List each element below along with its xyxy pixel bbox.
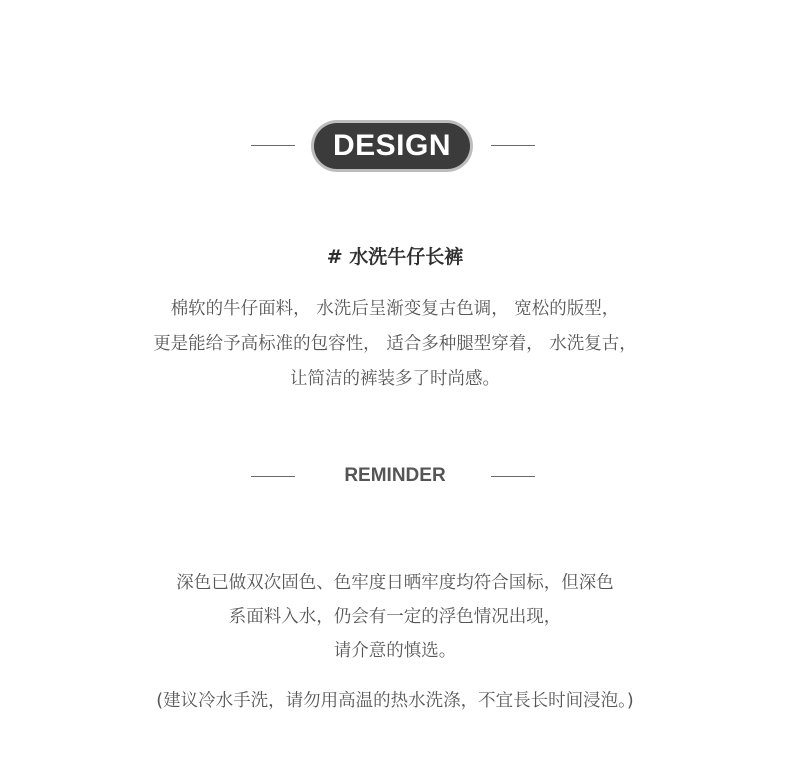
divider-line-right: [491, 145, 535, 146]
description-line: 更是能给予高标准的包容性， 适合多种腿型穿着， 水洗复古，: [153, 334, 637, 354]
description-line: 棉软的牛仔面料， 水洗后呈渐变复古色调， 宽松的版型，: [170, 299, 620, 319]
reminder-line: 系面料入水，仍会有一定的浮色情况出现，: [228, 607, 562, 627]
care-note: (建议冷水手洗，请勿用高温的热水洗涤，不宜長长时间浸泡。): [156, 691, 634, 711]
reminder-text: [0, 566, 790, 668]
design-badge: [311, 120, 473, 172]
reminder-title: REMINDER: [344, 465, 446, 486]
reminder-line: 深色已做双次固色、色牢度日晒牢度均符合国标，但深色: [176, 573, 614, 593]
divider-line-left: [251, 145, 295, 146]
description-line: 让简洁的裤装多了时尚感。: [290, 369, 500, 389]
product-description: [0, 292, 790, 397]
reminder-line: 请介意的慎选。: [333, 641, 457, 661]
design-badge-label: DESIGN: [314, 123, 470, 169]
reminder-header: [0, 460, 790, 490]
product-title: # 水洗牛仔长裤: [326, 246, 464, 268]
design-header: [0, 118, 790, 174]
divider-line-right: [491, 476, 535, 477]
